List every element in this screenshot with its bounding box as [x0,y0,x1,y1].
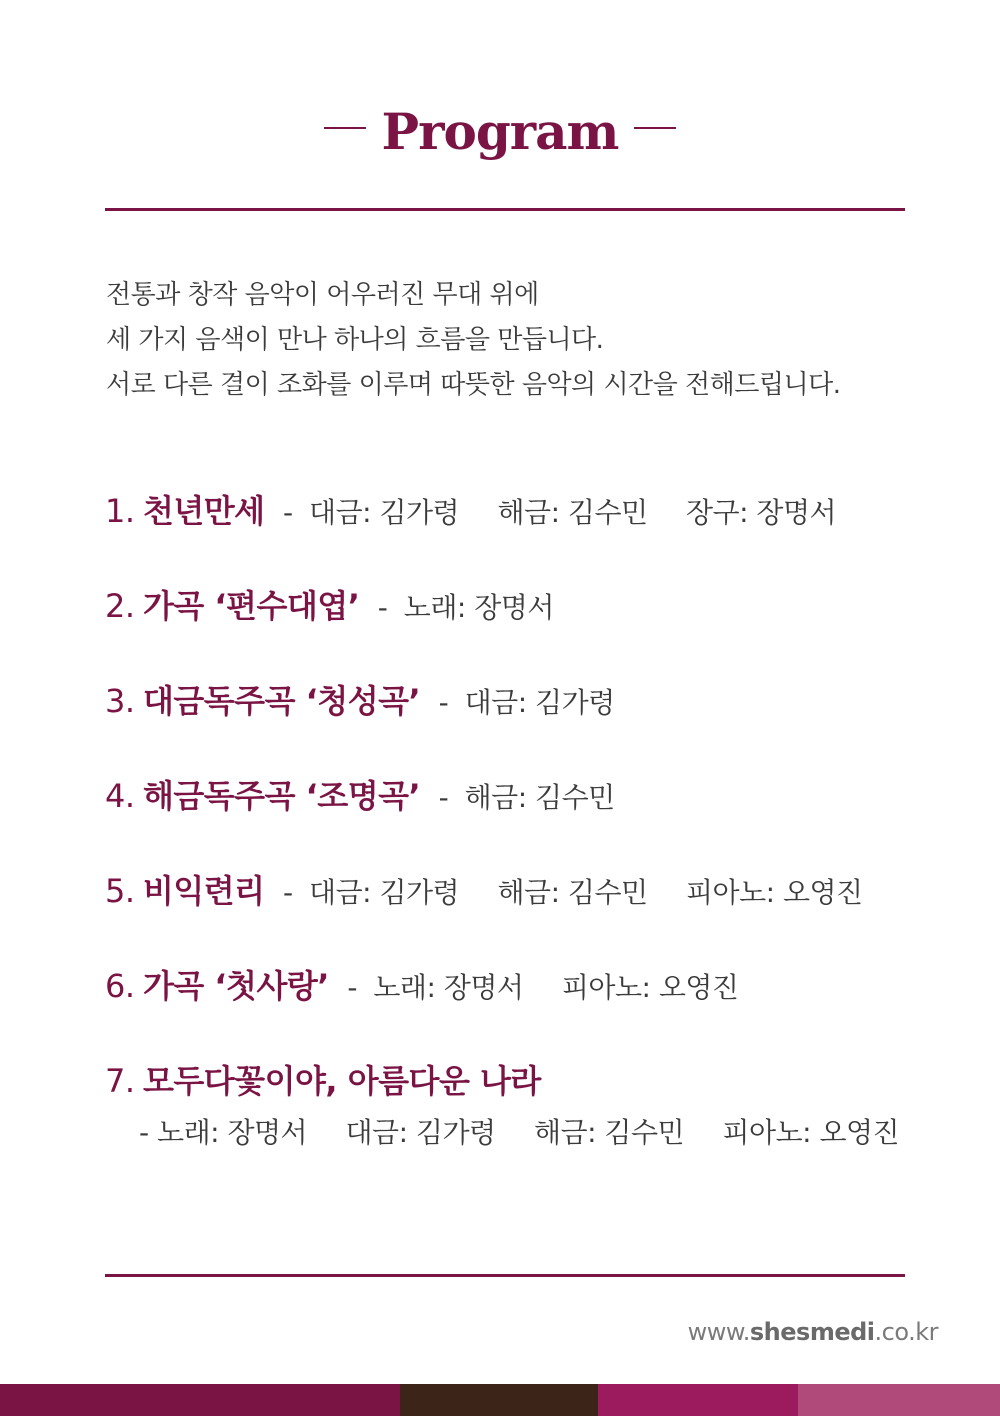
title-left-dash [324,127,366,129]
program-item-performer: 해금: 김수민 [497,496,648,529]
program-item-performer: 대금: 김가령 [464,686,615,719]
program-item-performer: 피아노: 오영진 [685,876,863,909]
program-item-separator: - [139,1116,149,1149]
program-item-performer: 피아노: 오영진 [722,1116,900,1149]
page-title: Program [381,102,619,161]
program-item-title: 비익련리 [142,872,265,910]
footer-bar-segment [798,1384,1000,1416]
bottom-divider [105,1274,905,1277]
intro-text [106,273,926,408]
program-item-2 [105,581,554,627]
program-item-separator: - [377,591,388,624]
website-url[interactable] [688,1318,938,1346]
footer-bar-segment [598,1384,798,1416]
program-item-number: 7. [105,1062,135,1100]
website-brand: shesmedi [749,1318,875,1346]
program-item-performer: 대금: 김가령 [309,496,460,529]
intro-line: 전통과 창작 음악이 어우러진 무대 위에 [106,280,539,310]
footer-bar-segment [0,1384,400,1416]
program-item-4 [105,771,615,817]
program-item-performer: 해금: 김수민 [497,876,648,909]
program-item-performer: 피아노: 오영진 [561,971,739,1004]
program-item-performer: 해금: 김수민 [533,1116,685,1149]
program-item-number: 3. [105,682,135,720]
program-item-separator: - [438,686,449,719]
program-item-separator: - [283,496,293,529]
website-prefix: www. [687,1318,750,1346]
program-item-performer: 노래: 장명서 [373,971,524,1004]
website-suffix: .co.kr [874,1318,938,1346]
program-item-performer: 해금: 김수민 [464,781,615,814]
program-item-performer: 노래: 장명서 [157,1116,308,1149]
program-item-number: 1. [105,492,135,530]
program-item-number: 2. [105,587,135,625]
program-item-title: 모두다꽃이야, 아름다운 나라 [142,1062,541,1100]
program-item-5 [105,866,863,912]
program-item-title: 대금독주곡 ‘청성곡’ [142,682,421,720]
page-header [0,102,1000,161]
program-item-7 [105,1056,541,1102]
intro-line: 서로 다른 결이 조화를 이루며 따뜻한 음악의 시간을 전해드립니다. [106,370,841,400]
program-item-number: 5. [105,872,135,910]
program-item-separator: - [347,971,357,1004]
program-item-separator: - [438,781,449,814]
program-item-performer: 대금: 김가령 [345,1116,496,1149]
intro-line: 세 가지 음색이 만나 하나의 흐름을 만듭니다. [106,325,604,355]
program-item-title: 가곡 ‘편수대엽’ [142,587,360,625]
program-item-performer: 장구: 장명서 [685,496,837,529]
program-item-separator: - [283,876,293,909]
footer-color-bar [0,1384,1000,1416]
program-item-title: 해금독주곡 ‘조명곡’ [142,777,421,815]
title-right-dash [634,127,676,129]
footer-bar-segment [400,1384,598,1416]
program-item-7-performers [139,1111,899,1151]
program-item-number: 4. [105,777,135,815]
program-item-title: 가곡 ‘첫사랑’ [142,967,329,1005]
program-item-performer: 대금: 김가령 [309,876,460,909]
program-item-number: 6. [105,967,135,1005]
program-item-3 [105,676,615,722]
program-item-6 [105,961,738,1007]
program-item-1 [105,486,836,532]
program-item-title: 천년만세 [142,492,265,530]
top-divider [105,208,905,211]
program-item-performer: 노래: 장명서 [403,591,554,624]
